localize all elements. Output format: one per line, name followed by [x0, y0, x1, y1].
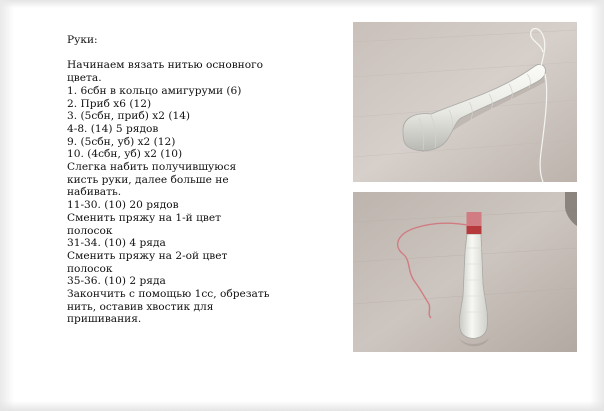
pattern-instructions [67, 34, 307, 326]
instruction-line: 4-8. (14) 5 рядов [67, 122, 159, 135]
instruction-line: 11-30. (10) 20 рядов [67, 199, 179, 212]
instruction-line: набивать. [67, 186, 122, 199]
instruction-line: 3. (5сбн, приб) х2 (14) [67, 110, 191, 123]
page-shadow-bottom [0, 401, 604, 411]
instruction-line: 10. (4сбн, уб) х2 (10) [67, 148, 183, 161]
instruction-line: 31-34. (10) 4 ряда [67, 237, 166, 250]
page-shadow-right [590, 0, 604, 411]
page-shadow-left [0, 0, 14, 411]
instruction-line: пришивания. [67, 313, 142, 326]
instruction-line: 35-36. (10) 2 ряда [67, 275, 166, 288]
instruction-line: 1. 6сбн в кольцо амигуруми (6) [67, 84, 242, 97]
section-title: Руки: [67, 34, 98, 46]
instruction-line: нить, оставив хвостик для [67, 300, 214, 313]
instruction-line: 2. Приб х6 (12) [67, 97, 152, 110]
instruction-line: Сменить пряжу на 2-ой цвет [67, 249, 228, 262]
crochet-arm-striped-photo [353, 192, 577, 352]
instruction-line: Начинаем вязать нитью основного [67, 59, 264, 72]
page-shadow-top [0, 0, 604, 8]
instruction-line: 9. (5сбн, уб) х2 (12) [67, 135, 176, 148]
instruction-line: Слегка набить получившуюся [67, 161, 237, 174]
instruction-line: цвета. [67, 72, 102, 85]
instruction-line: полосок [67, 262, 113, 275]
instruction-line: Сменить пряжу на 1-й цвет [67, 211, 222, 224]
crochet-arm-white-photo [353, 22, 577, 182]
crochet-arm-striped-icon [353, 192, 577, 352]
instruction-line: Закончить с помощью 1сс, обрезать [67, 288, 270, 301]
crochet-arm-white-icon [353, 22, 577, 182]
instruction-line: полосок [67, 224, 113, 237]
instruction-line: кисть руки, далее больше не [67, 173, 229, 186]
